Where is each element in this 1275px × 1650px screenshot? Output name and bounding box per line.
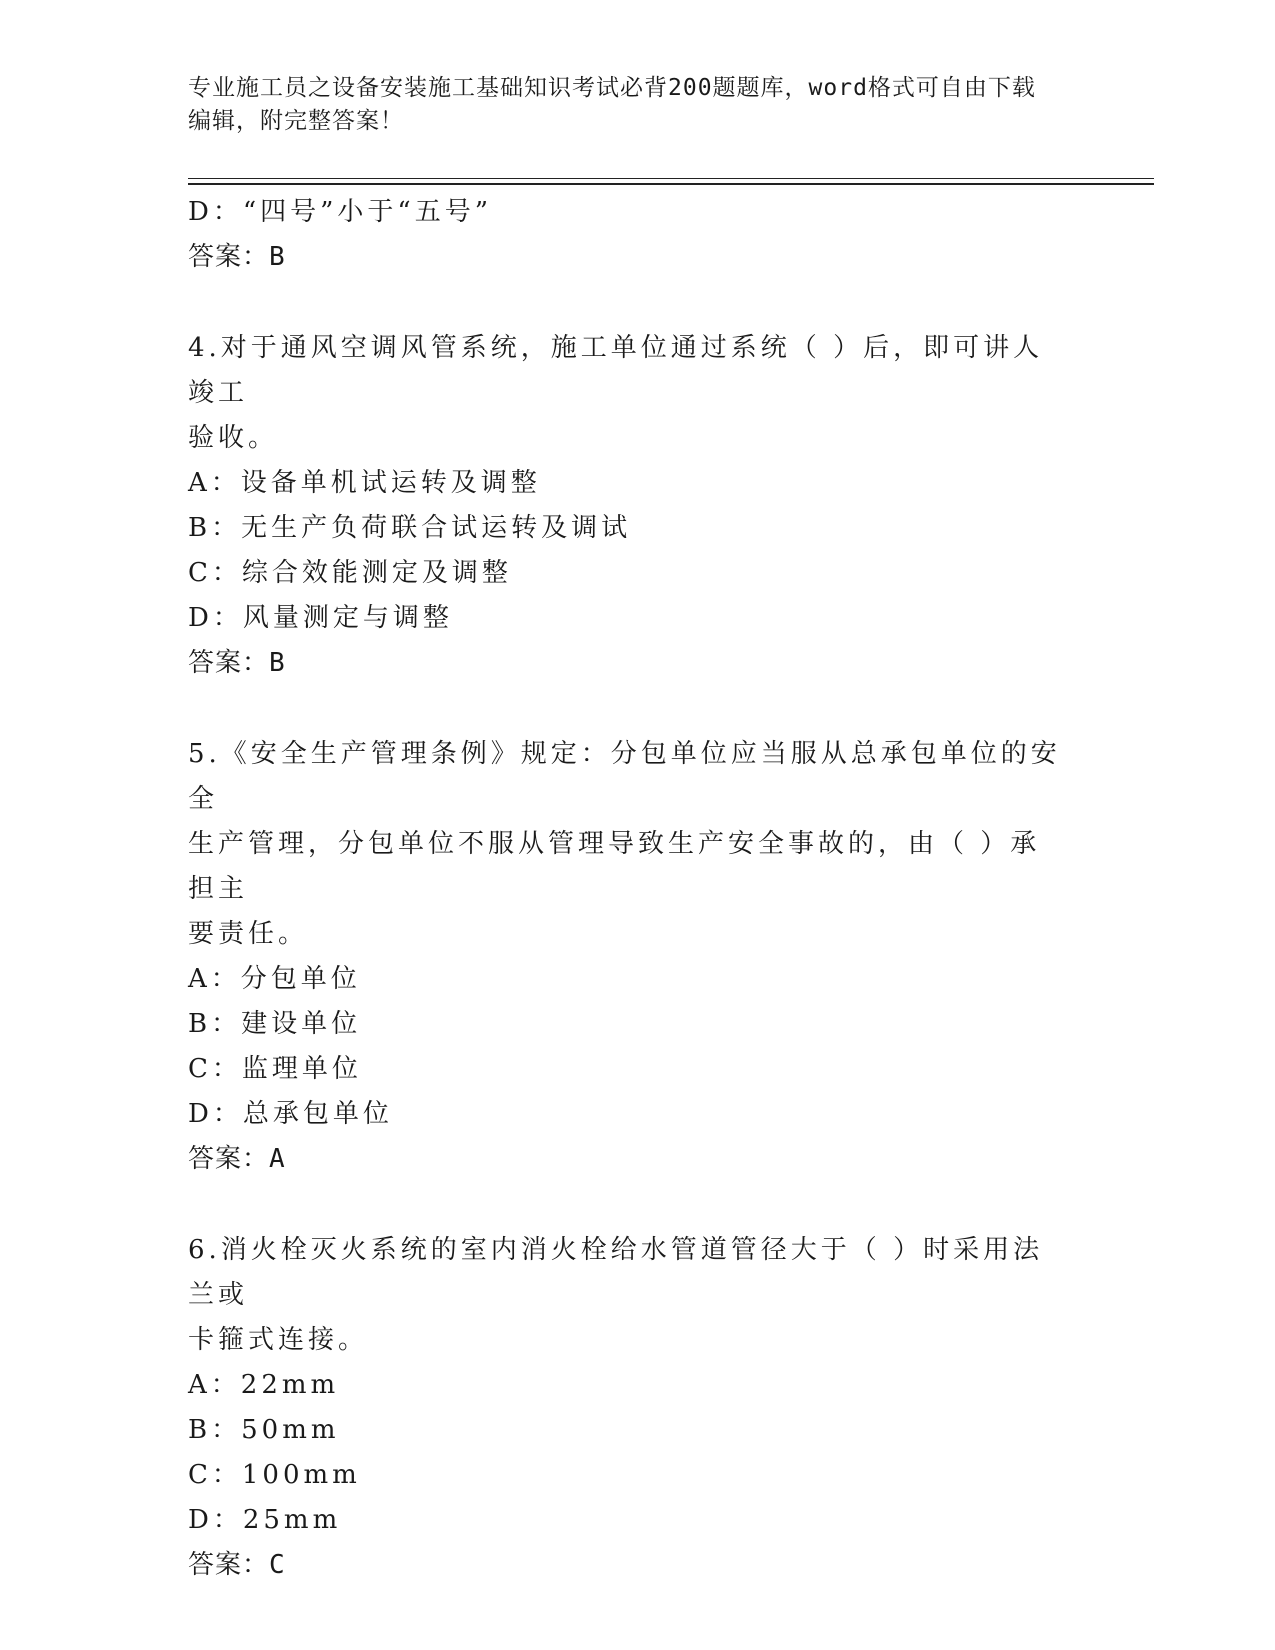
option-d: D：25mm (188, 1505, 342, 1535)
spacer (188, 1182, 1068, 1228)
question-3 (188, 190, 1068, 280)
option-b: B：建设单位 (188, 1009, 362, 1039)
header-line-2: 编辑，附完整答案！ (188, 108, 404, 134)
question-stem (188, 732, 1068, 957)
stem-line: 要责任。 (188, 919, 309, 949)
answer: 答案：B (188, 242, 286, 272)
spacer (188, 280, 1068, 326)
question-4 (188, 326, 1068, 686)
option-d: D：总承包单位 (188, 1099, 393, 1129)
stem-line: 生产管理，分包单位不服从管理导致生产安全事故的，由（ ）承担主 (188, 829, 1041, 904)
header-divider-thin (188, 178, 1154, 179)
document-header (188, 72, 1088, 138)
option-d: D：风量测定与调整 (188, 603, 453, 633)
header-divider-thick (188, 183, 1154, 185)
answer: 答案：A (188, 1144, 286, 1174)
question-5 (188, 732, 1068, 1182)
option-b: B：无生产负荷联合试运转及调试 (188, 513, 632, 543)
option-a: A：分包单位 (188, 964, 361, 994)
question-6 (188, 1228, 1068, 1588)
stem-line: 6.消火栓灭火系统的室内消火栓给水管道管径大于（ ）时采用法兰或 (188, 1235, 1044, 1310)
question-stem (188, 1228, 1068, 1363)
stem-line: 验收。 (188, 423, 279, 453)
header-line-1: 专业施工员之设备安装施工基础知识考试必背200题题库，word格式可自由下载 (188, 75, 1036, 101)
option-c: C：综合效能测定及调整 (188, 558, 512, 588)
answer: 答案：B (188, 648, 286, 678)
stem-line: 4.对于通风空调风管系统，施工单位通过系统（ ）后，即可讲人竣工 (188, 333, 1044, 408)
question-list (188, 190, 1068, 1588)
stem-line: 卡箍式连接。 (188, 1325, 369, 1355)
option-b: B：50mm (188, 1415, 340, 1445)
spacer (188, 686, 1068, 732)
option-a: A：设备单机试运转及调整 (188, 468, 541, 498)
option-c: C：100mm (188, 1460, 361, 1490)
option-c: C：监理单位 (188, 1054, 362, 1084)
option-d: D：“四号”小于“五号” (188, 197, 493, 227)
answer: 答案：C (188, 1550, 286, 1580)
stem-line: 5.《安全生产管理条例》规定：分包单位应当服从总承包单位的安全 (188, 739, 1061, 814)
option-a: A：22mm (188, 1370, 340, 1400)
question-stem (188, 326, 1068, 461)
